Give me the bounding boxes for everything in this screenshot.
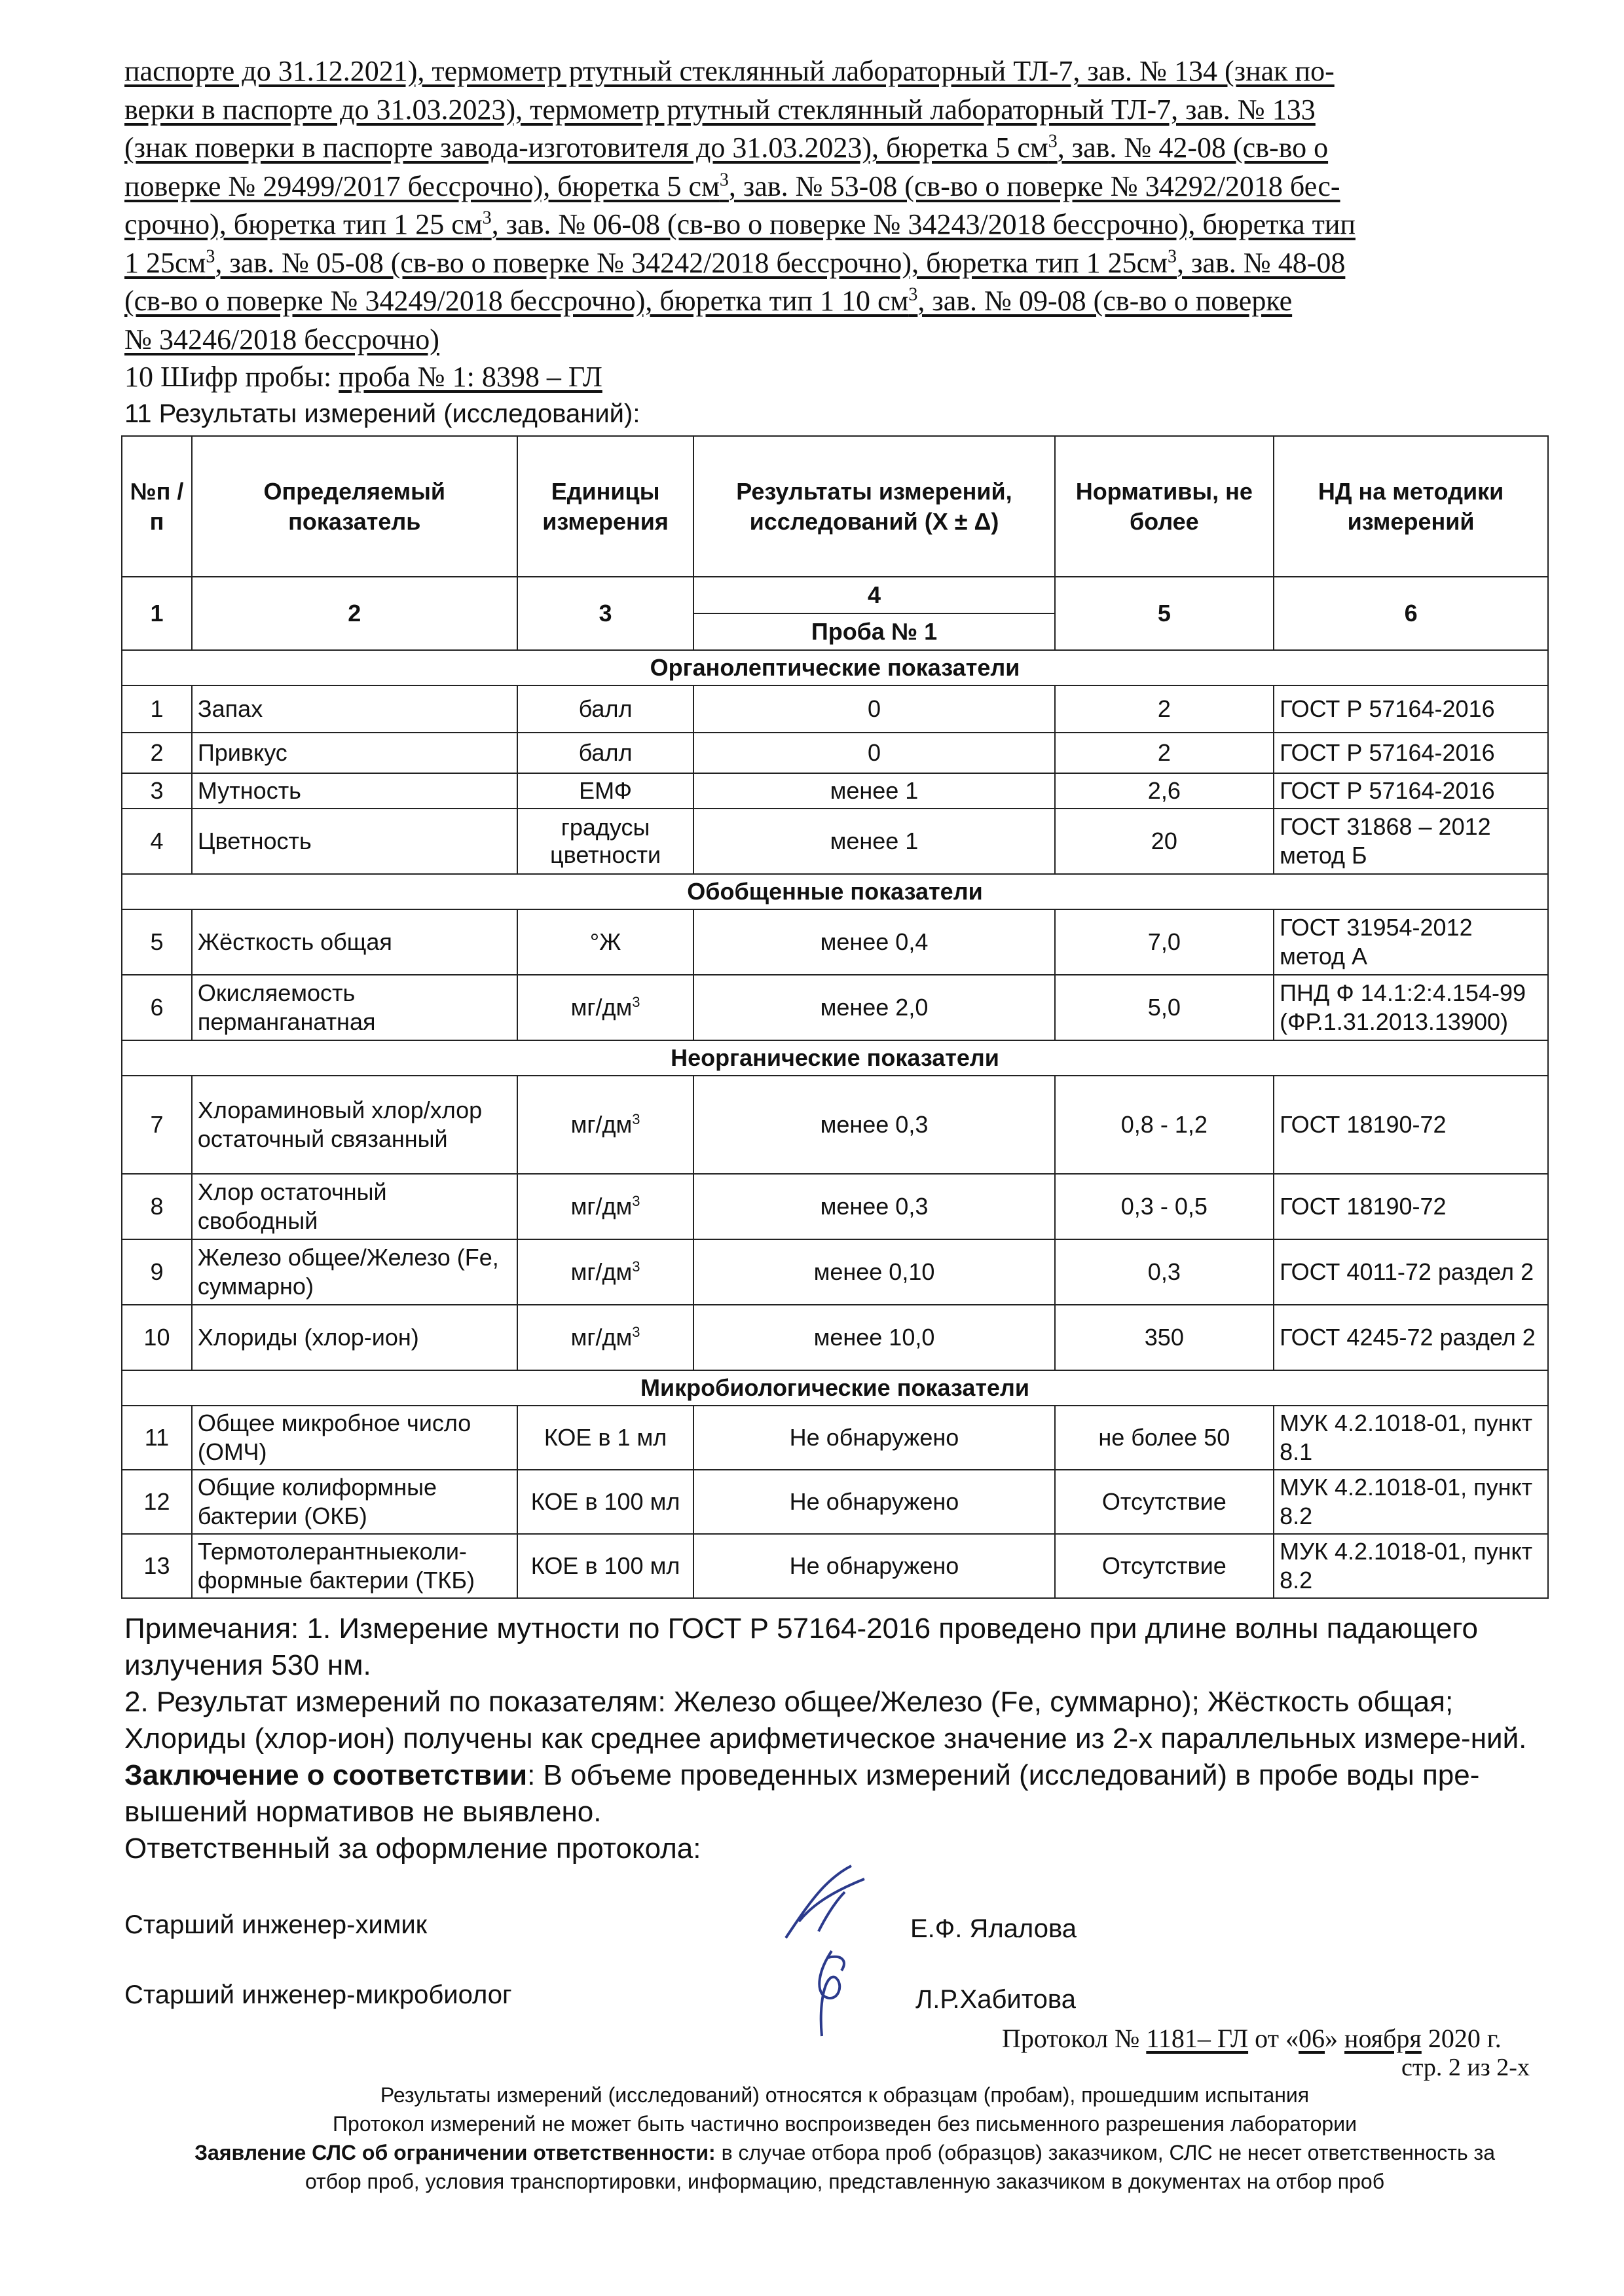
signature-yalalova — [773, 1859, 877, 1958]
col-norm: Нормативы, не более — [1055, 436, 1274, 577]
sample-col-label: Проба № 1 — [693, 613, 1054, 650]
col-nd: НД на методики измерений — [1274, 436, 1548, 577]
protocol-line: Протокол № 1181– ГЛ от «06» ноября 2020 г. — [1002, 2024, 1502, 2053]
col-param: Определяемый показатель — [192, 436, 517, 577]
chem-name: Е.Ф. Ялалова — [910, 1914, 1077, 1943]
table-row: 2 Привкус балл 0 2 ГОСТ Р 57164-2016 — [122, 733, 1548, 773]
colnum-row — [122, 577, 1548, 613]
micro-name: Л.Р.Хабитова — [915, 1985, 1076, 2014]
results-heading: 11 Результаты измерений (исследований): — [124, 399, 640, 428]
colnum: 4 — [693, 577, 1054, 613]
intro-block — [124, 52, 1559, 432]
section-inorganic: Неорганические показатели — [122, 1040, 1548, 1076]
table-row: 7 Хлораминовый хлор/хлор остаточный связанный $мг/дм^3$ менее 0,3 0,8 - 1,2 ГОСТ 18190-72 — [122, 1076, 1548, 1174]
table-row: 9 Железо общее/Железо (Fe, суммарно) $мг/дм^3$ менее 0,10 0,3 ГОСТ 4011-72 раздел 2 — [122, 1239, 1548, 1305]
col-result: Результаты измерений, исследований (Х ± Δ) — [693, 436, 1054, 577]
table-row: 4 Цветность градусы цветности менее 1 20 ГОСТ 31868 – 2012 метод Б — [122, 809, 1548, 874]
micro-title: Старший инженер-микробиолог — [124, 1980, 512, 2009]
table-row: 6 Окисляемость перманганатная $мг/дм^3$ менее 2,0 5,0 ПНД Ф 14.1:2:4.154-99 (ФР.1.31.2013.13900) — [122, 975, 1548, 1040]
colnum: 3 — [517, 577, 694, 650]
responsible: Ответственный за оформление протокола: — [124, 1832, 701, 1865]
table-header-row — [122, 436, 1548, 577]
colnum: 5 — [1055, 577, 1274, 650]
table-row: 5 Жёсткость общая °Ж менее 0,4 7,0 ГОСТ 31954-2012 метод А — [122, 909, 1548, 975]
table-row: 8 Хлор остаточный свободный $мг/дм^3$ менее 0,3 0,3 - 0,5 ГОСТ 18190-72 — [122, 1174, 1548, 1239]
chem-title: Старший инженер-химик — [124, 1910, 428, 1939]
colnum: 1 — [122, 577, 192, 650]
col-num: №п /п — [122, 436, 192, 577]
table-row: 12 Общие колиформные бактерии (ОКБ) КОЕ в 100 мл Не обнаружено Отсутствие МУК 4.2.1018-01, пункт 8.2 — [122, 1470, 1548, 1534]
table-row: 13 Термотолерантныеколи-формные бактерии (ТКБ) КОЕ в 100 мл Не обнаружено Отсутствие МУК 4.2.1018-01, пункт 8.2 — [122, 1534, 1548, 1598]
instruments-text: паспорте до 31.12.2021), термометр ртутный стеклянный лабораторный ТЛ-7, зав. № 134 (знак по- верки в паспорте до 31.03.2023), термометр ртутный стеклянный лабораторный ТЛ-7, зав. № 133 (знак поверки в паспорте завода-изготовителя до 31.03.2023), бюретка 5 $см^3$, зав. № 42-08 (св-во о поверке № 29499/2017 бессрочно), бюретка 5 $см^3$, зав. № 53-08 (св-во о поверке № 34292/2018 бес- срочно), бюретка тип 1 25 $см^3$, зав. № 06-08 (св-во о поверке № 34243/2018 бессрочно), бюретка тип 1 $25см^3$, зав. № 05-08 (св-во о поверке № 34242/2018 бессрочно), бюретка тип 1 $25см^3$, зав. № 48-08 (св-во о поверке № 34249/2018 бессрочно), бюретка тип 1 10 $см^3$, зав. № 09-08 (св-во о поверке № 34246/2018 бессрочно) — [124, 55, 1356, 355]
col-unit: Единицы измерения — [517, 436, 694, 577]
results-table — [121, 435, 1549, 1599]
footer: Результаты измерений (исследований) относятся к образцам (пробам), прошедшим испытания Протокол измерений не может быть частично воспроизведен без письменного разрешения лаборатории Заявление СЛС об ограничении ответственности: в случае отбора проб (образцов) заказчиком, СЛС не несет ответственность за отбор проб, условия транспортировки, информацию, представленную заказчиком в документах на отбор проб — [194, 2083, 1495, 2193]
notes-block — [124, 1611, 1559, 1867]
section-micro: Микробиологические показатели — [122, 1370, 1548, 1406]
table-row: 3 Мутность ЕМФ менее 1 2,6 ГОСТ Р 57164-2016 — [122, 773, 1548, 809]
section-general: Обобщенные показатели — [122, 874, 1548, 909]
sample-code: 10 Шифр пробы: проба № 1: 8398 – ГЛ — [124, 361, 602, 393]
table-row: 1 Запах балл 0 2 ГОСТ Р 57164-2016 — [122, 685, 1548, 733]
table-row: 10 Хлориды (хлор-ион) $мг/дм^3$ менее 10,0 350 ГОСТ 4245-72 раздел 2 — [122, 1305, 1548, 1370]
conclusion: Заключение о соответствии: В объеме проведенных измерений (исследований) в пробе воды пре-вышений нормативов не выявлено. — [124, 1759, 1480, 1828]
page-number: стр. 2 из 2-х — [1401, 2054, 1530, 2081]
note-1: Примечания: 1. Измерение мутности по ГОСТ Р 57164-2016 проведено при длине волны падающего излучения 530 нм. — [124, 1613, 1478, 1681]
table-row: 11 Общее микробное число (ОМЧ) КОЕ в 1 мл Не обнаружено не более 50 МУК 4.2.1018-01, пункт 8.1 — [122, 1406, 1548, 1470]
signature-khabitova — [792, 1944, 871, 2043]
colnum: 2 — [192, 577, 517, 650]
colnum: 6 — [1274, 577, 1548, 650]
note-2: 2. Результат измерений по показателям: Железо общее/Железо (Fe, суммарно); Жёсткость общая; Хлориды (хлор-ион) получены как среднее арифметическое значение из 2-х параллельных измере-ний. — [124, 1686, 1527, 1755]
section-organoleptic: Органолептические показатели — [122, 650, 1548, 685]
